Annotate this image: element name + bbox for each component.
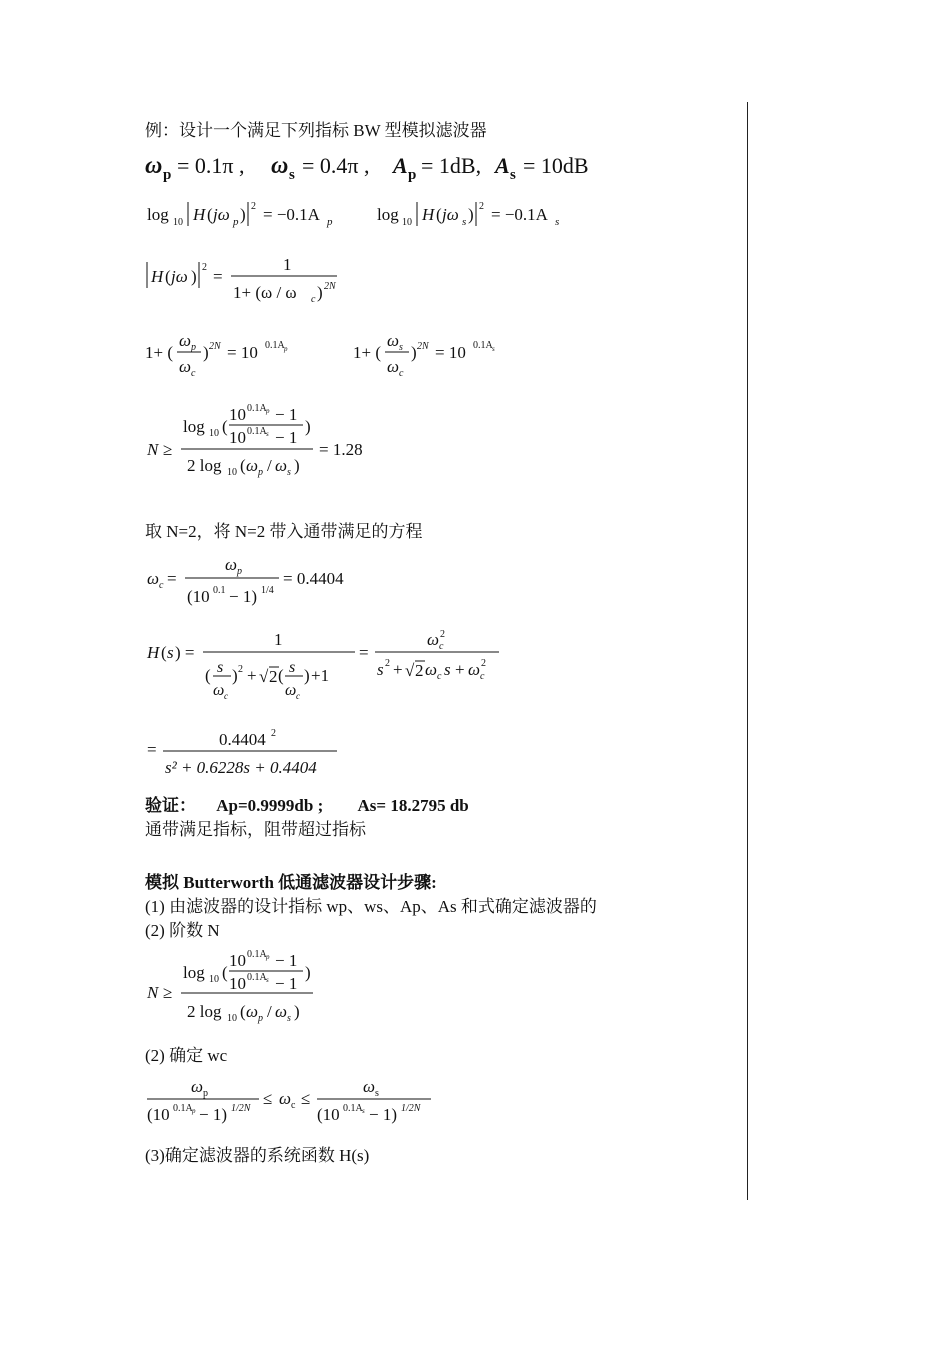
numeric-denominator: s² + 0.6228s + 0.4404 — [165, 758, 317, 777]
svg-text:s: s — [377, 660, 384, 679]
svg-text:(10: (10 — [317, 1105, 340, 1124]
svg-text:ω: ω — [425, 660, 438, 679]
svg-text:p: p — [192, 1107, 196, 1115]
svg-text:10: 10 — [227, 467, 237, 478]
svg-text:(: ( — [278, 666, 284, 685]
svg-text:(: ( — [240, 1002, 246, 1021]
svg-text:= 10: = 10 — [435, 343, 466, 362]
svg-text:=: = — [213, 267, 223, 286]
svg-text:10: 10 — [229, 428, 246, 447]
step-4: (3)确定滤波器的系统函数 H(s) — [145, 1146, 370, 1165]
svg-text:s: s — [289, 167, 295, 183]
svg-text:0.1: 0.1 — [213, 585, 226, 596]
svg-text:2: 2 — [385, 658, 390, 669]
svg-text:ω: ω — [275, 1002, 288, 1021]
wc-result: = 0.4404 — [283, 569, 344, 588]
svg-text:log: log — [183, 963, 205, 982]
transfer-plus-one: +1 — [311, 666, 330, 685]
svg-text:H: H — [151, 267, 164, 286]
step-1: (1) 由滤波器的设计指标 wp、ws、Ap、As 和式确定滤波器的 — [145, 897, 597, 916]
cutoff-frequency-equation — [143, 552, 403, 608]
spec-ws: = 0.4π , — [302, 153, 370, 178]
svg-text:): ) — [468, 205, 474, 224]
svg-text:2N: 2N — [209, 341, 221, 352]
verify-line — [145, 791, 469, 816]
butterworth-magnitude-equation — [143, 248, 443, 306]
svg-text:s: s — [510, 167, 516, 183]
svg-text:H: H — [147, 643, 160, 662]
svg-text:s: s — [462, 216, 467, 228]
svg-text:jω: jω — [171, 267, 188, 286]
svg-text:p: p — [163, 167, 172, 183]
log-magnitude-equations — [143, 196, 703, 234]
svg-text:ω: ω — [427, 630, 440, 649]
svg-text:H: H — [422, 205, 435, 224]
svg-text:): ) — [304, 666, 310, 685]
svg-text:10: 10 — [209, 428, 219, 439]
svg-text:ω: ω — [147, 569, 160, 588]
svg-text:0.1A: 0.1A — [343, 1103, 363, 1114]
svg-text:p: p — [284, 345, 288, 353]
svg-text:ω: ω — [275, 456, 288, 475]
svg-text:2: 2 — [479, 201, 484, 212]
svg-text:c: c — [437, 671, 442, 682]
svg-text:− 1): − 1) — [199, 1105, 227, 1124]
svg-text:0.1A: 0.1A — [265, 340, 285, 351]
svg-text:): ) — [203, 343, 209, 362]
svg-text:2 log: 2 log — [187, 456, 222, 475]
svg-text:ω: ω — [271, 153, 289, 179]
svg-text:s: s — [399, 342, 403, 353]
svg-text:N: N — [147, 983, 159, 1002]
svg-text:− 1: − 1 — [275, 405, 298, 424]
svg-text:p: p — [191, 342, 196, 353]
svg-text:A: A — [495, 153, 510, 178]
svg-text:c: c — [311, 294, 316, 305]
svg-text:10: 10 — [229, 951, 246, 970]
svg-text:ω: ω — [179, 331, 192, 350]
svg-text:1+ (: 1+ ( — [353, 343, 381, 362]
numeric-transfer-function — [143, 723, 403, 779]
svg-text:s: s — [492, 345, 495, 353]
svg-text:(: ( — [240, 456, 246, 475]
svg-text:10: 10 — [229, 405, 246, 424]
verify-ap: Ap=0.9999db ; — [216, 796, 324, 815]
svg-text:2: 2 — [269, 667, 278, 686]
svg-text:2: 2 — [271, 728, 276, 739]
order-result: = 1.28 — [319, 440, 363, 459]
svg-text:0.1A: 0.1A — [247, 949, 267, 960]
svg-text:c: c — [191, 368, 196, 379]
verify-note: 通带满足指标，阻带超过指标 — [145, 820, 366, 839]
example-title: 例：设计一个满足下列指标 BW 型模拟滤波器 — [145, 121, 487, 140]
svg-text:2N: 2N — [417, 341, 429, 352]
svg-text:=: = — [359, 643, 369, 662]
svg-text:2 log: 2 log — [187, 1002, 222, 1021]
choose-order-text: 取 N=2，将 N=2 带入通带满足的方程 — [145, 522, 423, 541]
svg-text:jω: jω — [213, 205, 230, 224]
svg-text:s: s — [287, 467, 291, 478]
svg-text:= −0.1A: = −0.1A — [491, 205, 548, 224]
svg-text:+: + — [393, 660, 403, 679]
spec-as: = 10dB — [523, 153, 589, 178]
svg-text:2: 2 — [481, 658, 486, 669]
svg-text:+: + — [247, 666, 257, 685]
svg-text:ω: ω — [246, 1002, 259, 1021]
svg-text:10: 10 — [209, 974, 219, 985]
svg-text:ω: ω — [213, 682, 225, 699]
svg-text:): ) — [305, 417, 311, 436]
svg-text:ω: ω — [387, 331, 400, 350]
verify-label: 验证： — [145, 796, 196, 815]
svg-text:ω: ω — [191, 1077, 204, 1096]
svg-text:(: ( — [222, 417, 228, 436]
order-estimate-equation — [143, 398, 403, 480]
svg-text:(: ( — [165, 267, 171, 286]
svg-text:10: 10 — [173, 217, 183, 228]
svg-text:=: = — [167, 569, 177, 588]
svg-text:(: ( — [222, 963, 228, 982]
svg-text:2: 2 — [238, 664, 243, 675]
svg-text:s: s — [362, 1107, 365, 1115]
steps-title: 模拟 Butterworth 低通滤波器设计步骤: — [145, 873, 437, 892]
svg-text:): ) — [317, 283, 323, 302]
svg-text:0.1A: 0.1A — [247, 426, 267, 437]
svg-text:s: s — [167, 643, 174, 662]
spec-wp: = 0.1π , — [177, 153, 245, 178]
svg-text:s: s — [266, 976, 269, 984]
spec-equation — [143, 148, 663, 188]
svg-text:(: ( — [436, 205, 442, 224]
svg-text:log: log — [377, 205, 399, 224]
mag-numerator: 1 — [283, 255, 292, 274]
svg-text:− 1: − 1 — [275, 974, 298, 993]
svg-text:c: c — [399, 368, 404, 379]
svg-text:p: p — [408, 167, 417, 183]
verify-as: As= 18.2795 db — [357, 796, 469, 815]
transfer-function-equation — [143, 625, 523, 707]
svg-text:c: c — [159, 580, 164, 591]
svg-text:): ) — [240, 205, 246, 224]
svg-text:≤: ≤ — [263, 1089, 273, 1108]
svg-text:2: 2 — [440, 629, 445, 640]
svg-text:p: p — [203, 1088, 208, 1099]
svg-text:jω: jω — [442, 205, 459, 224]
svg-text:− 1): − 1) — [369, 1105, 397, 1124]
transfer-numerator: 1 — [274, 630, 283, 649]
svg-text:0.1A: 0.1A — [247, 403, 267, 414]
svg-text:): ) — [191, 267, 197, 286]
svg-text:s: s — [375, 1088, 379, 1099]
svg-text:p: p — [233, 216, 239, 228]
svg-text:s: s — [287, 1013, 291, 1024]
svg-text:p: p — [266, 953, 270, 961]
svg-text:(: ( — [161, 643, 167, 662]
svg-text:c: c — [439, 641, 444, 652]
svg-text:10: 10 — [402, 217, 412, 228]
svg-text:≥: ≥ — [163, 983, 173, 1002]
svg-text:1/2N: 1/2N — [401, 1103, 421, 1114]
svg-text:p: p — [266, 407, 270, 415]
svg-text:N: N — [147, 440, 159, 459]
svg-text:): ) — [294, 456, 300, 475]
svg-text:p: p — [258, 1013, 263, 1024]
svg-text:ω: ω — [468, 660, 481, 679]
svg-text:c: c — [480, 671, 485, 682]
svg-text:log: log — [183, 417, 205, 436]
log-label: log — [147, 205, 169, 224]
svg-text:ω: ω — [363, 1077, 376, 1096]
numeric-numerator: 0.4404 — [219, 730, 266, 749]
svg-text:p: p — [237, 566, 242, 577]
log-rhs-p: = −0.1A — [263, 205, 320, 224]
svg-text:(: ( — [205, 666, 211, 685]
svg-text:10: 10 — [229, 974, 246, 993]
svg-text:) =: ) = — [175, 643, 195, 662]
spec-ap: = 1dB, — [421, 153, 482, 178]
svg-text:√: √ — [405, 661, 415, 680]
svg-text:/: / — [267, 1002, 272, 1021]
svg-text:(: ( — [207, 205, 213, 224]
svg-text:): ) — [411, 343, 417, 362]
svg-text:2: 2 — [415, 661, 424, 680]
svg-text:s: s — [555, 216, 560, 228]
svg-text:(10: (10 — [187, 587, 210, 606]
svg-text:s: s — [289, 659, 296, 676]
svg-text:ω: ω — [279, 1089, 292, 1108]
svg-text:− 1: − 1 — [275, 951, 298, 970]
svg-text:+: + — [455, 660, 465, 679]
svg-text:s: s — [217, 659, 224, 676]
svg-text:1+ (: 1+ ( — [145, 343, 173, 362]
svg-text:1/2N: 1/2N — [231, 1103, 251, 1114]
svg-text:0.1A: 0.1A — [247, 972, 267, 983]
svg-text:0.1A: 0.1A — [473, 340, 493, 351]
svg-text:− 1: − 1 — [275, 428, 298, 447]
svg-text:A: A — [393, 153, 408, 178]
svg-text:0.1A: 0.1A — [173, 1103, 193, 1114]
svg-text:c: c — [291, 1100, 296, 1111]
step-3: (2) 确定 wc — [145, 1046, 228, 1065]
svg-text:√: √ — [259, 667, 269, 686]
svg-text:): ) — [294, 1002, 300, 1021]
svg-text:≤: ≤ — [301, 1089, 311, 1108]
svg-text:ω: ω — [285, 682, 297, 699]
order-formula — [143, 946, 343, 1028]
svg-text:c: c — [296, 691, 300, 701]
svg-text:ω: ω — [225, 555, 238, 574]
svg-text:ω: ω — [145, 153, 163, 179]
mag-denominator: 1+ (ω / ω — [233, 283, 297, 302]
svg-text:ω: ω — [179, 357, 192, 376]
svg-text:ω: ω — [387, 357, 400, 376]
svg-text:H: H — [193, 205, 206, 224]
svg-text:): ) — [232, 666, 238, 685]
svg-text:p: p — [327, 216, 333, 228]
svg-text:s: s — [444, 660, 451, 679]
pass-rhs: = 10 — [227, 343, 258, 362]
svg-text:p: p — [258, 467, 263, 478]
svg-text:=: = — [147, 740, 157, 759]
svg-text:1/4: 1/4 — [261, 585, 274, 596]
svg-text:2: 2 — [202, 262, 207, 273]
svg-text:2: 2 — [251, 201, 256, 212]
svg-text:): ) — [305, 963, 311, 982]
step-2: (2) 阶数 N — [145, 921, 220, 940]
svg-text:(10: (10 — [147, 1105, 170, 1124]
page-margin-rule — [747, 102, 748, 1200]
svg-text:/: / — [267, 456, 272, 475]
svg-text:≥: ≥ — [163, 440, 173, 459]
svg-text:ω: ω — [246, 456, 259, 475]
svg-text:10: 10 — [227, 1013, 237, 1024]
svg-text:− 1): − 1) — [229, 587, 257, 606]
svg-text:s: s — [266, 430, 269, 438]
svg-text:c: c — [224, 691, 228, 701]
svg-text:2N: 2N — [324, 281, 336, 292]
cutoff-bounds-inequality — [143, 1072, 463, 1128]
passband-stopband-conditions — [143, 326, 563, 384]
